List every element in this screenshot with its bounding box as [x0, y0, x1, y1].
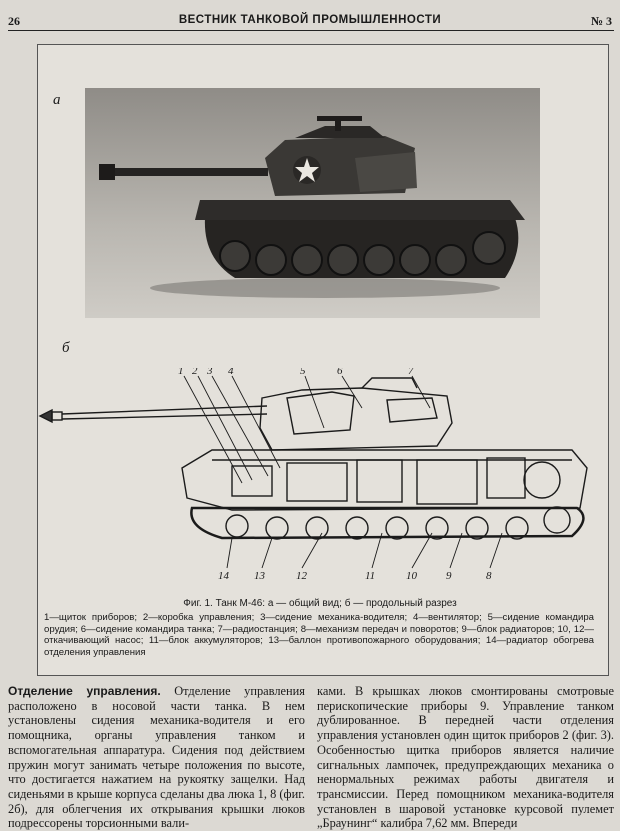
callout-1: 1 [178, 368, 184, 377]
tank-photo [85, 88, 540, 318]
callout-2: 2 [192, 368, 198, 377]
callout-10: 10 [406, 570, 417, 582]
panel-b-label: б [62, 340, 70, 356]
callout-12: 12 [296, 570, 307, 582]
callout-5: 5 [300, 368, 306, 377]
panel-a-label: а [53, 92, 61, 108]
article-text-col2: ками. В крышках люков смонтированы смотровые перископические приборы 9. Управление танком дублированное. В передней части отделения управления установлен один щиток приборов 2 (фиг. 3). Особенностью щитка приборов является наличие сигнальных лампочек, предупреждающих механика о ненормальных режимах работы двигателя и трансмиссии. Перед помощником механика-водителя установлен в шаровой установке курсовой пулемет „Браунинг“ калибра 7,62 мм. Впереди [317, 684, 614, 831]
callout-4: 4 [228, 368, 234, 377]
cutaway-drawing [32, 368, 592, 583]
callout-3: 3 [207, 368, 213, 377]
figure-legend: 1—щиток приборов; 2—коробка управления; 3—сидение механика-водителя; 4—вентилятор; 5—сидение командира орудия; 6—сидение командира танка; 7—радиостанция; 8—механизм передач и поворотов; 9—блок радиаторов; 10, 12—откачивающий насос; 11—блок аккумуляторов; 13—баллон противопожарного оборудования; 14—радиатор обогрева отделения управления [44, 612, 594, 658]
figure-caption: Фиг. 1. Танк М-46: а — общий вид; б — продольный разрез [183, 598, 457, 609]
issue-number: № 3 [590, 14, 612, 28]
journal-title: ВЕСТНИК ТАНКОВОЙ ПРОМЫШЛЕННОСТИ [178, 14, 442, 26]
callout-14: 14 [218, 570, 229, 582]
article-column-2 [317, 684, 614, 831]
callout-9: 9 [446, 570, 452, 582]
callout-8: 8 [486, 570, 492, 582]
callout-13: 13 [254, 570, 265, 582]
section-heading: Отделение управления. [8, 684, 161, 698]
header-rule [8, 30, 614, 31]
article-text-col1: Отделение управления расположено в носовой части танка. В нем установлены сидения механика-водителя и его помощника, органы управления танком и вспомогательная аппаратура. Сидения под действием пружин могут занимать четыре положения по высоте, что достигается нажатием на рукоятку защелки. Над сиденьями в крыше корпуса сделаны два люка 1, 8 (фиг. 2б), для облегчения их открывания крышки люков подрессорены торсионными вали- [8, 684, 305, 831]
page-number: 26 [8, 14, 20, 28]
callout-6: 6 [337, 368, 343, 377]
running-head [0, 0, 620, 34]
article-column-1 [8, 684, 305, 831]
callout-7: 7 [408, 368, 414, 377]
callout-11: 11 [365, 570, 376, 582]
